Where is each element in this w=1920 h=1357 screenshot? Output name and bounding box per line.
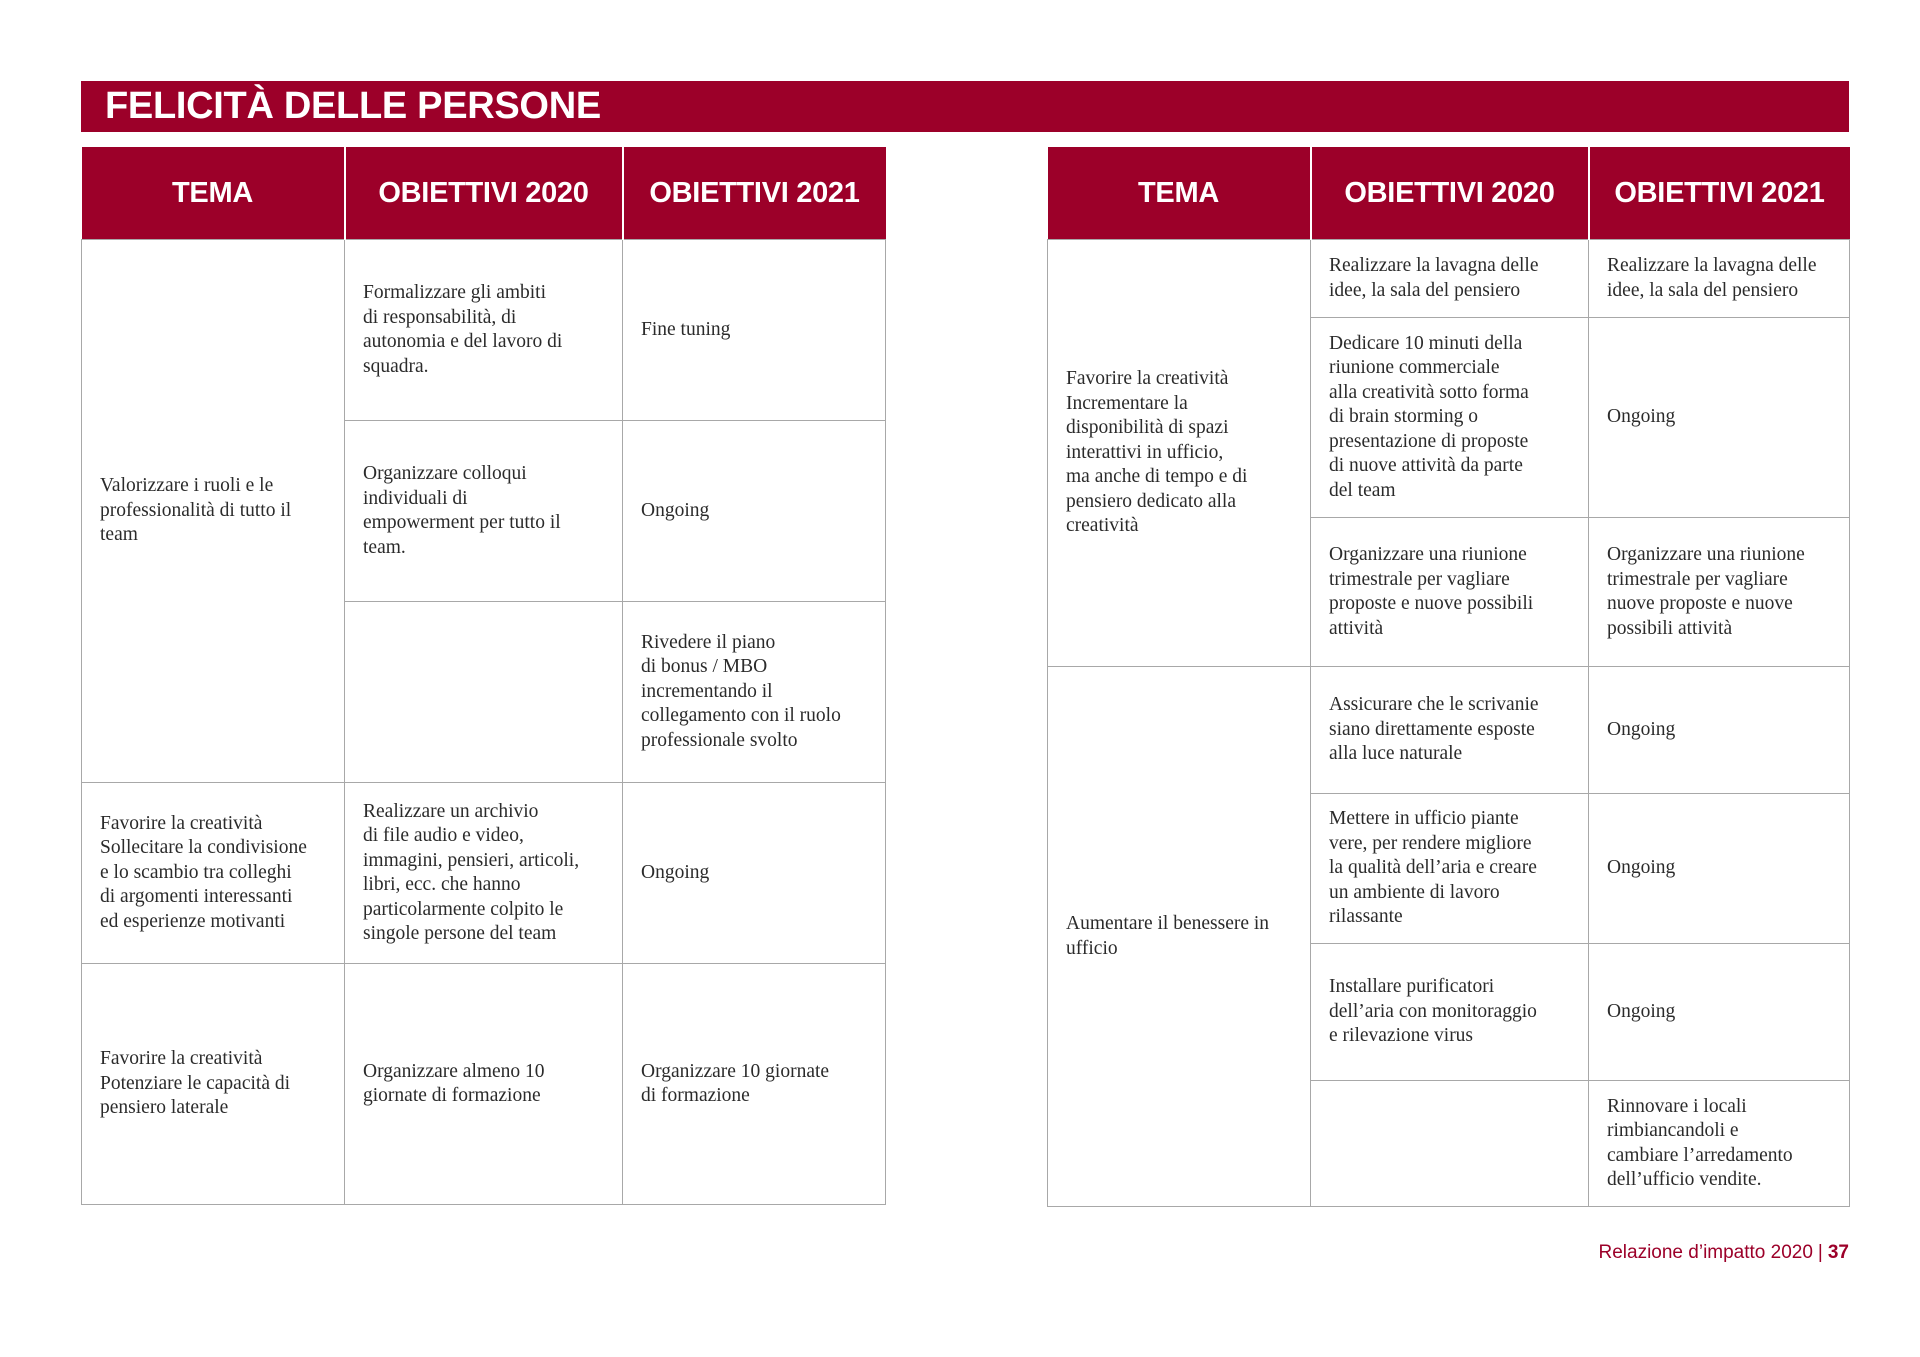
- report-title: Relazione d’impatto 2020: [1598, 1242, 1813, 1263]
- obiettivo-2020-cell: [1311, 518, 1589, 667]
- tema-cell: [82, 240, 345, 783]
- table-row: [82, 964, 886, 1205]
- header-obiettivi-2020: OBIETTIVI 2020: [345, 147, 623, 240]
- obiettivo-2021-text: Ongoing: [1607, 406, 1676, 428]
- obiettivo-2020-cell: [345, 602, 623, 783]
- page-number: 37: [1827, 1242, 1849, 1263]
- obiettivo-2020-cell: [1311, 667, 1589, 794]
- tema-text: Favorire la creatività Incrementare la disponibilità di spazi interattivi in ufficio, ma anche di tempo e di pensiero dedicato alla creatività: [1066, 368, 1248, 537]
- obiettivo-2021-cell: [623, 964, 886, 1205]
- obiettivo-2021-text: Rivedere il piano di bonus / MBO incrementando il collegamento con il ruolo professionale svolto: [641, 631, 841, 751]
- obiettivo-2020-text: Realizzare la lavagna delle idee, la sala del pensiero: [1329, 255, 1539, 301]
- obiettivo-2021-text: Ongoing: [641, 861, 710, 883]
- table-row: [1048, 667, 1850, 794]
- obiettivo-2020-cell: [1311, 944, 1589, 1081]
- obiettivo-2021-text: Ongoing: [1607, 718, 1676, 740]
- footer-separator: |: [1817, 1242, 1823, 1263]
- obiettivo-2020-cell: [345, 240, 623, 421]
- obiettivo-2020-cell: [1311, 794, 1589, 944]
- obiettivo-2021-cell: [623, 602, 886, 783]
- obiettivo-2021-cell: [1589, 944, 1850, 1081]
- table-row: [1048, 240, 1850, 318]
- obiettivo-2021-text: Realizzare la lavagna delle idee, la sala del pensiero: [1607, 255, 1817, 301]
- tema-cell: [1048, 667, 1311, 1207]
- obiettivo-2020-text: Formalizzare gli ambiti di responsabilità, di autonomia e del lavoro di squadra.: [363, 282, 563, 377]
- obiettivo-2021-cell: [623, 421, 886, 602]
- obiettivo-2020-cell: [345, 783, 623, 964]
- tema-cell: [1048, 240, 1311, 667]
- page-footer: [1599, 1242, 1850, 1264]
- table-row: [82, 783, 886, 964]
- obiettivo-2021-cell: [623, 240, 886, 421]
- obiettivo-2020-cell: [1311, 318, 1589, 518]
- obiettivo-2021-text: Ongoing: [641, 499, 710, 521]
- obiettivo-2021-text: Organizzare 10 giornate di formazione: [641, 1060, 830, 1106]
- table-header-row: [82, 147, 886, 240]
- tema-text: Favorire la creatività Sollecitare la condivisione e lo scambio tra colleghi di argomenti interessanti ed esperienze motivanti: [100, 812, 307, 932]
- tema-text: Valorizzare i ruoli e le professionalità di tutto il team: [100, 475, 292, 546]
- obiettivo-2021-text: Ongoing: [1607, 1000, 1676, 1022]
- obiettivo-2021-text: Fine tuning: [641, 318, 731, 340]
- obiettivo-2020-text: Realizzare un archivio di file audio e video, immagini, pensieri, articoli, libri, ecc. che hanno particolarmente colpito le singole persone del team: [363, 800, 580, 944]
- header-obiettivi-2021: OBIETTIVI 2021: [623, 147, 886, 240]
- obiettivo-2020-text: Organizzare almeno 10 giornate di formazione: [363, 1060, 545, 1106]
- tema-text: Favorire la creatività Potenziare le capacità di pensiero laterale: [100, 1048, 291, 1119]
- obiettivo-2020-cell: [345, 964, 623, 1205]
- obiettivo-2021-text: Organizzare una riunione trimestrale per vagliare nuove proposte e nuove possibili attività: [1607, 544, 1805, 639]
- obiettivo-2020-text: Dedicare 10 minuti della riunione commerciale alla creatività sotto forma di brain storming o presentazione di proposte di nuove attività da parte del team: [1329, 332, 1529, 501]
- table-row: [82, 240, 886, 421]
- table-header-row: [1048, 147, 1850, 240]
- tema-cell: [82, 964, 345, 1205]
- header-tema: TEMA: [82, 147, 345, 240]
- tema-cell: [82, 783, 345, 964]
- obiettivo-2020-cell: [345, 421, 623, 602]
- obiettivo-2020-text: Organizzare colloqui individuali di empowerment per tutto il team.: [363, 463, 561, 558]
- obiettivo-2020-text: Installare purificatori dell’aria con monitoraggio e rilevazione virus: [1329, 976, 1537, 1047]
- obiettivo-2021-cell: [1589, 794, 1850, 944]
- obiettivo-2021-cell: [1589, 240, 1850, 318]
- obiettivo-2020-text: Assicurare che le scrivanie siano direttamente esposte alla luce naturale: [1329, 694, 1539, 765]
- obiettivo-2021-text: Ongoing: [1607, 857, 1676, 879]
- objectives-table-left: [81, 147, 886, 1205]
- obiettivo-2021-cell: [1589, 1081, 1850, 1207]
- objectives-table-right: [1047, 147, 1850, 1207]
- section-title: FELICITÀ DELLE PERSONE: [81, 81, 1849, 132]
- obiettivo-2021-cell: [1589, 667, 1850, 794]
- obiettivo-2021-text: Rinnovare i locali rimbiancandoli e cambiare l’arredamento dell’ufficio vendite.: [1607, 1095, 1793, 1190]
- obiettivo-2021-cell: [623, 783, 886, 964]
- obiettivo-2021-cell: [1589, 518, 1850, 667]
- header-obiettivi-2020: OBIETTIVI 2020: [1311, 147, 1589, 240]
- header-obiettivi-2021: OBIETTIVI 2021: [1589, 147, 1850, 240]
- tema-text: Aumentare il benessere in ufficio: [1066, 913, 1270, 959]
- obiettivo-2020-cell: [1311, 1081, 1589, 1207]
- obiettivo-2020-cell: [1311, 240, 1589, 318]
- obiettivo-2020-text: Organizzare una riunione trimestrale per vagliare proposte e nuove possibili attività: [1329, 544, 1534, 639]
- obiettivo-2020-text: Mettere in ufficio piante vere, per rendere migliore la qualità dell’aria e creare un ambiente di lavoro rilassante: [1329, 808, 1537, 928]
- header-tema: TEMA: [1048, 147, 1311, 240]
- obiettivo-2021-cell: [1589, 318, 1850, 518]
